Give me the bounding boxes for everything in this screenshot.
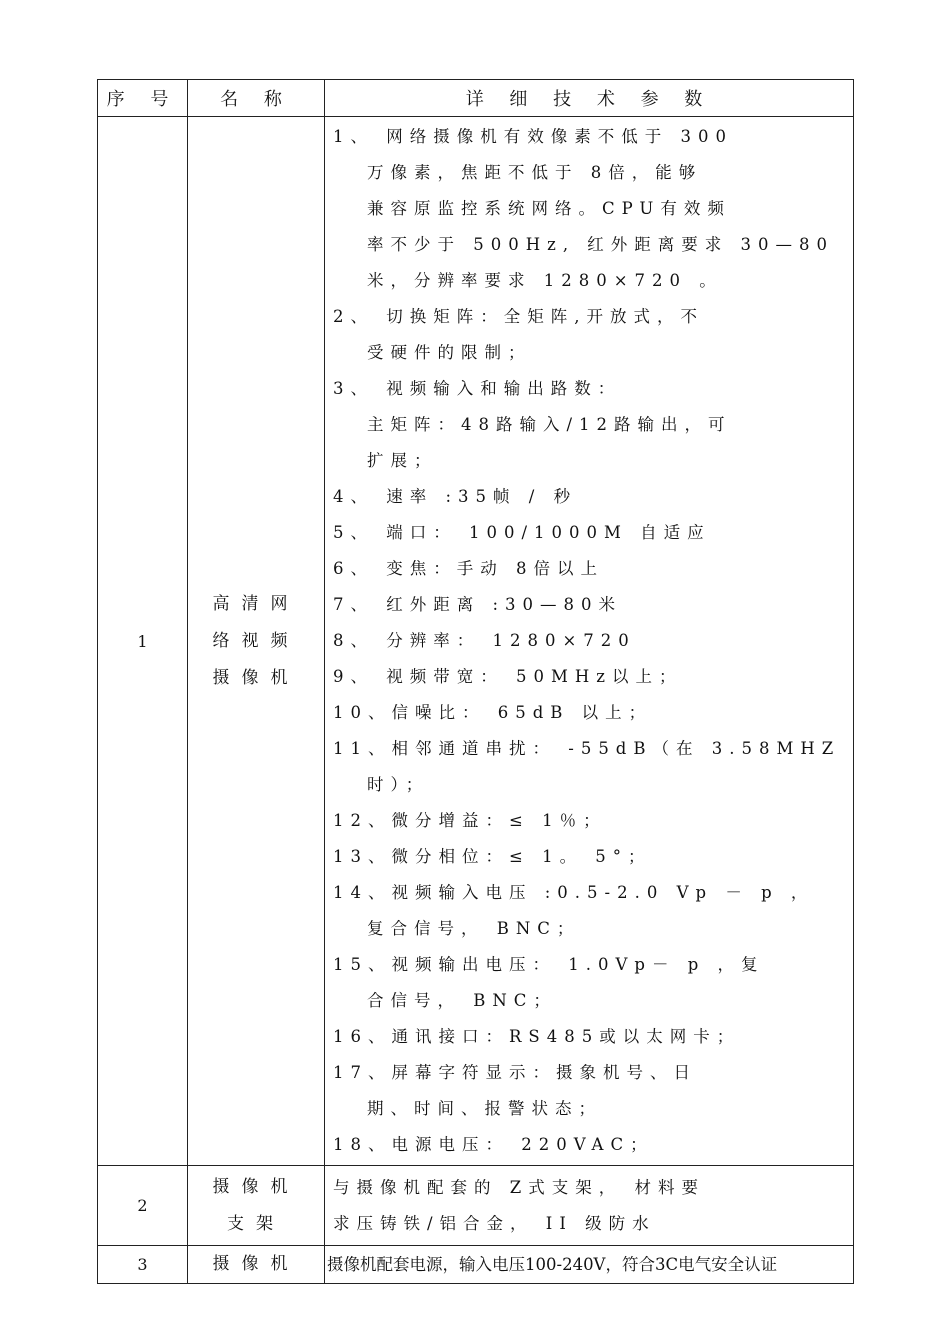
param-line: 主矩阵：48路输入/12路输出，可 xyxy=(367,415,732,434)
param-line: 4、 速率 :35帧 / 秒 xyxy=(333,487,578,506)
param-line: 18、电源电压： 220VAC； xyxy=(333,1135,654,1154)
param-item xyxy=(333,695,845,731)
item-name-line: 支架 xyxy=(227,1213,285,1234)
header-seq: 序 号 xyxy=(98,80,188,117)
item-name-line: 摄像机 xyxy=(212,667,300,688)
param-line: 11、相邻通道串扰： -55dB（在 3.58MHZ xyxy=(333,739,841,758)
row-number: 1 xyxy=(98,117,188,1166)
param-item xyxy=(333,551,845,587)
param-item xyxy=(333,659,845,695)
row-number: 2 xyxy=(98,1166,188,1246)
item-name-line: 高清网 xyxy=(212,593,300,614)
param-text xyxy=(325,1166,854,1246)
item-name xyxy=(188,1246,325,1284)
param-line: 兼容原监控系统网络。CPU有效频 xyxy=(367,199,731,218)
param-line: 1、 网络摄像机有效像素不低于 300 xyxy=(333,127,733,146)
param-item xyxy=(333,1019,845,1055)
param-line: 期、时间、报警状态； xyxy=(367,1099,602,1118)
param-list xyxy=(325,117,854,1166)
param-item xyxy=(333,947,845,1019)
param-line: 与摄像机配套的 Z式支架， 材料要 xyxy=(333,1177,705,1197)
param-text xyxy=(325,1246,854,1284)
param-item xyxy=(333,299,845,371)
item-name-line: 摄像机 xyxy=(212,1254,300,1274)
param-item xyxy=(333,119,845,299)
param-item xyxy=(333,1055,845,1127)
param-line: 6、 变焦：手动 8倍以上 xyxy=(333,559,604,578)
param-line: 万像素，焦距不低于 8倍，能够 xyxy=(367,163,703,182)
param-line: 米，分辨率要求 1280×720 。 xyxy=(367,271,723,290)
param-line: 10、信噪比： 65dB 以上； xyxy=(333,703,653,722)
param-line: 率不少于 500Hz, 红外距离要求 30—80 xyxy=(367,235,835,254)
item-name-line: 摄像机 xyxy=(212,1176,300,1197)
param-line: 14、视频输入电压 :0.5-2.0 Vp － p ， xyxy=(333,883,815,902)
param-item xyxy=(333,371,845,479)
param-line: 9、 视频带宽： 50MHz以上； xyxy=(333,667,683,686)
header-name: 名 称 xyxy=(188,80,325,117)
param-line: 5、 端口： 100/1000M 自适应 xyxy=(333,523,711,542)
param-line: 受硬件的限制； xyxy=(367,343,532,362)
param-line: 扩展； xyxy=(367,451,438,470)
param-item xyxy=(333,731,845,803)
item-name-line: 络视频 xyxy=(212,630,300,651)
param-line: 时）； xyxy=(367,775,430,794)
param-item xyxy=(333,479,845,515)
table-row xyxy=(98,1166,854,1246)
param-item xyxy=(333,875,845,947)
table-header-row xyxy=(98,80,854,117)
item-name xyxy=(188,1166,325,1246)
param-line: 2、 切换矩阵：全矩阵,开放式，不 xyxy=(333,307,704,326)
param-line: 合信号， BNC； xyxy=(367,991,557,1010)
param-line: 8、 分辨率： 1280×720 xyxy=(333,631,636,650)
param-line: 求压铸铁/铝合金， II 级防水 xyxy=(333,1213,656,1233)
param-item xyxy=(333,515,845,551)
param-line: 12、微分增益：≤ 1％； xyxy=(333,811,607,830)
param-item xyxy=(333,803,845,839)
table-row xyxy=(98,1246,854,1284)
param-line: 13、微分相位：≤ 1。 5°； xyxy=(333,847,652,866)
param-item xyxy=(333,623,845,659)
param-item xyxy=(333,587,845,623)
header-params: 详 细 技 术 参 数 xyxy=(325,80,854,117)
param-line: 摄像机配套电源，输入电压100-240V，符合3C电气安全认证 xyxy=(327,1254,778,1274)
param-item xyxy=(333,1127,845,1163)
param-item xyxy=(333,839,845,875)
param-line: 16、通讯接口：RS485或以太网卡； xyxy=(333,1027,741,1046)
row-number: 3 xyxy=(98,1246,188,1284)
param-line: 15、视频输出电压： 1.0Vp－ p ，复 xyxy=(333,955,765,974)
param-line: 7、 红外距离 :30—80米 xyxy=(333,595,623,614)
param-line: 复合信号， BNC； xyxy=(367,919,581,938)
spec-table xyxy=(97,79,854,1284)
param-line: 3、 视频输入和输出路数： xyxy=(333,379,622,398)
item-name xyxy=(188,117,325,1166)
param-line: 17、屏幕字符显示：摄象机号、日 xyxy=(333,1063,697,1082)
table-row xyxy=(98,117,854,1166)
